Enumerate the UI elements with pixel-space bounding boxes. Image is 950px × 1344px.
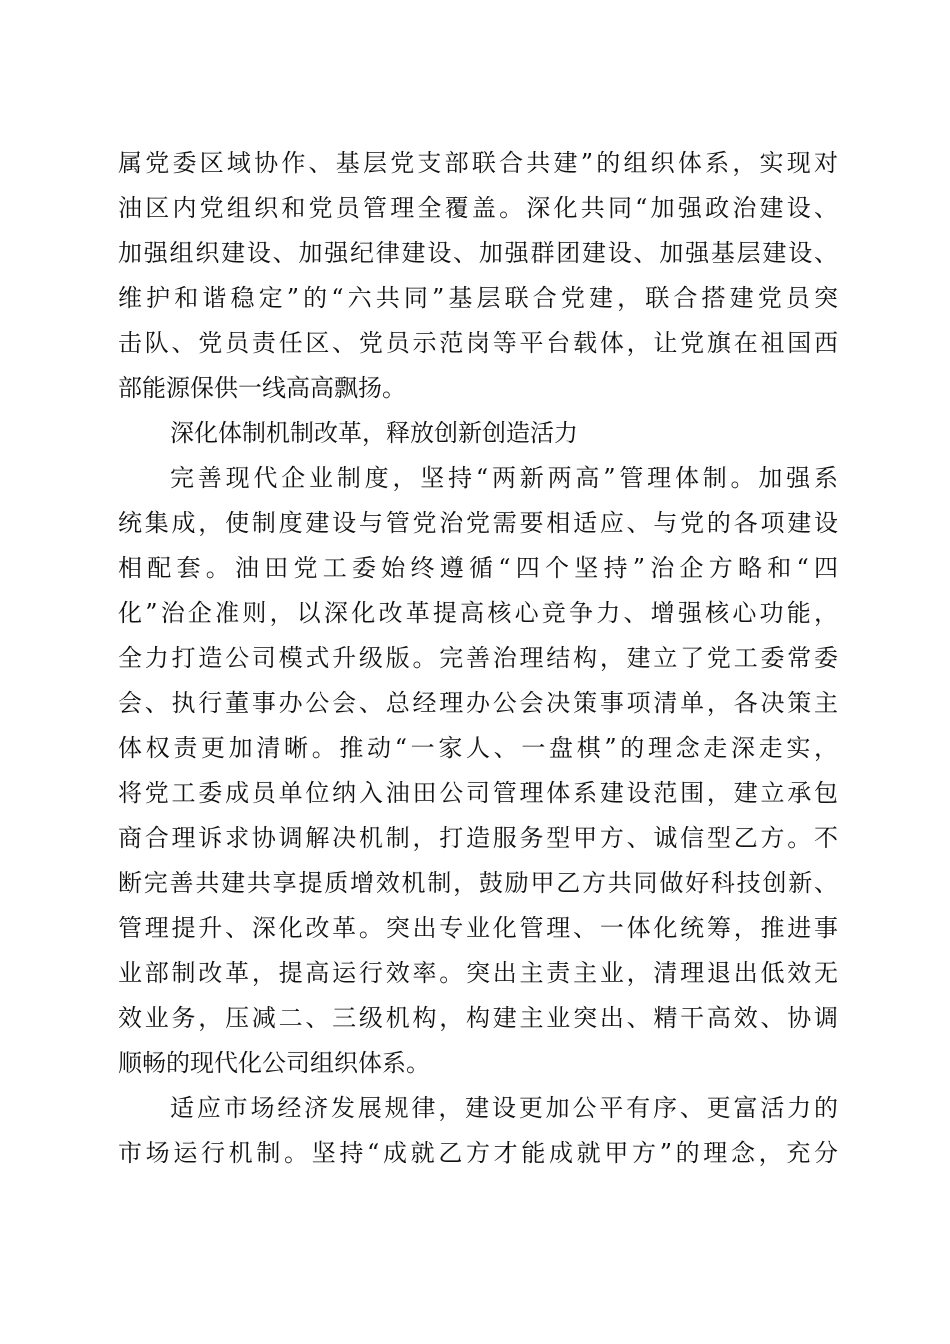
text-line: 管理提升、深化改革。突出专业化管理、一体化统筹，推进事 xyxy=(118,914,838,942)
text-line: 属党委区域协作、基层党支部联合共建”的组织体系，实现对 xyxy=(118,149,838,177)
text-line: 效业务，压减二、三级机构，构建主业突出、精干高效、协调 xyxy=(118,1004,838,1032)
text-line: 击队、党员责任区、党员示范岗等平台载体，让党旗在祖国西 xyxy=(118,329,838,357)
text-line: 断完善共建共享提质增效机制，鼓励甲乙方共同做好科技创新、 xyxy=(118,869,838,897)
text-line: 体权责更加清晰。推动“一家人、一盘棋”的理念走深走实， xyxy=(118,734,838,762)
text-line: 市场运行机制。坚持“成就乙方才能成就甲方”的理念，充分 xyxy=(118,1139,838,1167)
text-line: 顺畅的现代化公司组织体系。 xyxy=(118,1049,430,1077)
text-line: 化”治企准则，以深化改革提高核心竞争力、增强核心功能， xyxy=(118,599,838,627)
text-line: 全力打造公司模式升级版。完善治理结构，建立了党工委常委 xyxy=(118,644,838,672)
text-line: 部能源保供一线高高飘扬。 xyxy=(118,374,406,402)
text-line: 适应市场经济发展规律，建设更加公平有序、更富活力的 xyxy=(170,1094,838,1122)
text-line: 业部制改革，提高运行效率。突出主责主业，清理退出低效无 xyxy=(118,959,838,987)
text-line: 相配套。油田党工委始终遵循“四个坚持”治企方略和“四 xyxy=(118,554,838,582)
text-line: 维护和谐稳定”的“六共同”基层联合党建，联合搭建党员突 xyxy=(118,284,838,312)
body-text xyxy=(118,141,838,1176)
text-line: 会、执行董事办公会、总经理办公会决策事项清单，各决策主 xyxy=(118,689,838,717)
text-line: 完善现代企业制度，坚持“两新两高”管理体制。加强系 xyxy=(170,464,838,492)
text-line: 统集成，使制度建设与管党治党需要相适应、与党的各项建设 xyxy=(118,509,838,537)
text-line: 油区内党组织和党员管理全覆盖。深化共同“加强政治建设、 xyxy=(118,194,838,222)
text-line: 加强组织建设、加强纪律建设、加强群团建设、加强基层建设、 xyxy=(118,239,838,267)
text-line: 商合理诉求协调解决机制，打造服务型甲方、诚信型乙方。不 xyxy=(118,824,838,852)
text-line: 将党工委成员单位纳入油田公司管理体系建设范围，建立承包 xyxy=(118,779,838,807)
section-heading: 深化体制机制改革，释放创新创造活力 xyxy=(170,419,578,447)
